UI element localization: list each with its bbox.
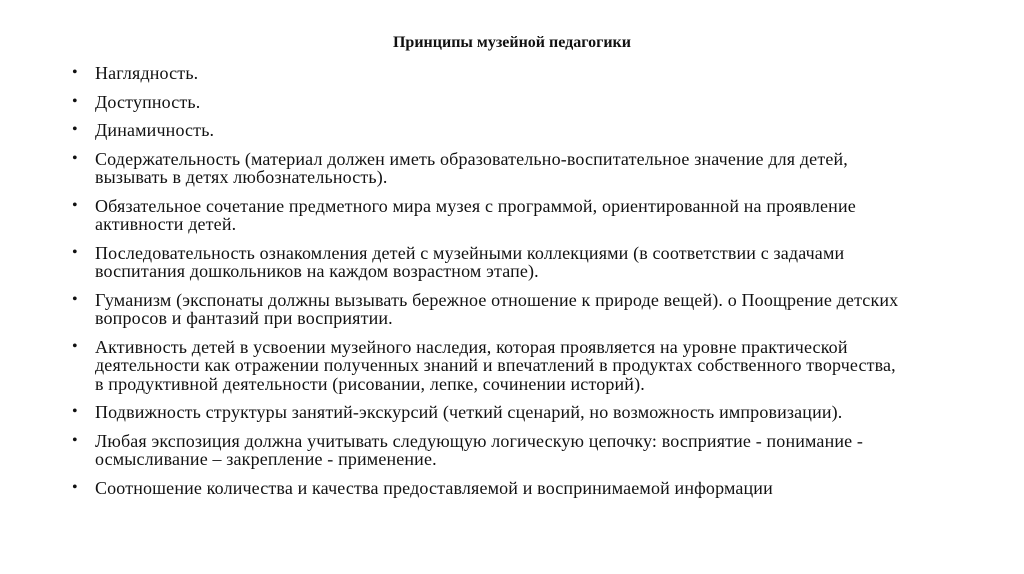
list-item-text: Подвижность структуры занятий-экскурсий (четкий сценарий, но возможность импровизации).: [95, 402, 843, 422]
list-item-text: Содержательность (материал должен иметь образовательно-воспитательное значение для детей,: [95, 148, 848, 169]
list-item-text: Гуманизм (экспонаты должны вызывать бережное отношение к природе вещей). о Поощрение детских: [95, 289, 899, 310]
list-item-text: активности детей.: [95, 214, 237, 234]
bullet-icon: •: [72, 290, 78, 308]
list-item-text: Любая экспозиция должна учитывать следующую логическую цепочку: восприятие - понимание -: [95, 430, 864, 451]
list-item: [72, 93, 898, 112]
bullet-icon: •: [72, 403, 78, 420]
page-title: Принципы музейной педагогики: [392, 34, 631, 51]
bullet-icon: •: [72, 92, 78, 110]
list-item-text: Обязательное сочетание предметного мира музея с программой, ориентированной на проявление: [95, 195, 856, 216]
list-item: [72, 121, 898, 140]
list-item: [72, 479, 898, 498]
list-item: [72, 64, 898, 83]
list-item: [72, 150, 898, 187]
bullet-icon: •: [72, 121, 78, 138]
bullet-icon: •: [72, 64, 78, 81]
list-item-text: Последовательность ознакомления детей с музейными коллекциями (в соответствии с задачами: [95, 242, 845, 263]
list-item: [72, 197, 898, 234]
bullet-icon: •: [72, 149, 78, 167]
principles-list: [72, 64, 898, 507]
bullet-icon: •: [72, 337, 78, 355]
list-item: [72, 432, 898, 469]
list-item-text: деятельности как отражении полученных знаний и впечатлений в продуктах собственного творчества,: [95, 355, 896, 375]
list-item-text: вопросов и фантазий при восприятии.: [95, 308, 393, 328]
list-item-text: Соотношение количества и качества предоставляемой и воспринимаемой информации: [95, 477, 773, 498]
list-item-text: Наглядность.: [95, 63, 199, 83]
bullet-icon: •: [72, 431, 78, 449]
list-item: [72, 244, 898, 281]
bullet-icon: •: [72, 478, 78, 496]
bullet-icon: •: [72, 243, 78, 261]
list-item: [72, 291, 898, 328]
list-item-text: Активность детей в усвоении музейного наследия, которая проявляется на уровне практической: [95, 336, 848, 357]
list-item-text: в продуктивной деятельности (рисовании, лепке, сочинении историй).: [95, 373, 645, 394]
list-item: [72, 403, 898, 422]
list-item-text: воспитания дошкольников на каждом возрастном этапе).: [95, 261, 539, 281]
bullet-icon: •: [72, 196, 78, 214]
list-item-text: Доступность.: [95, 91, 201, 112]
list-item: [72, 338, 898, 394]
list-item-text: осмысливание – закрепление - применение.: [95, 449, 437, 469]
list-item-text: вызывать в детях любознательность).: [95, 167, 388, 187]
list-item-text: Динамичность.: [95, 120, 215, 140]
